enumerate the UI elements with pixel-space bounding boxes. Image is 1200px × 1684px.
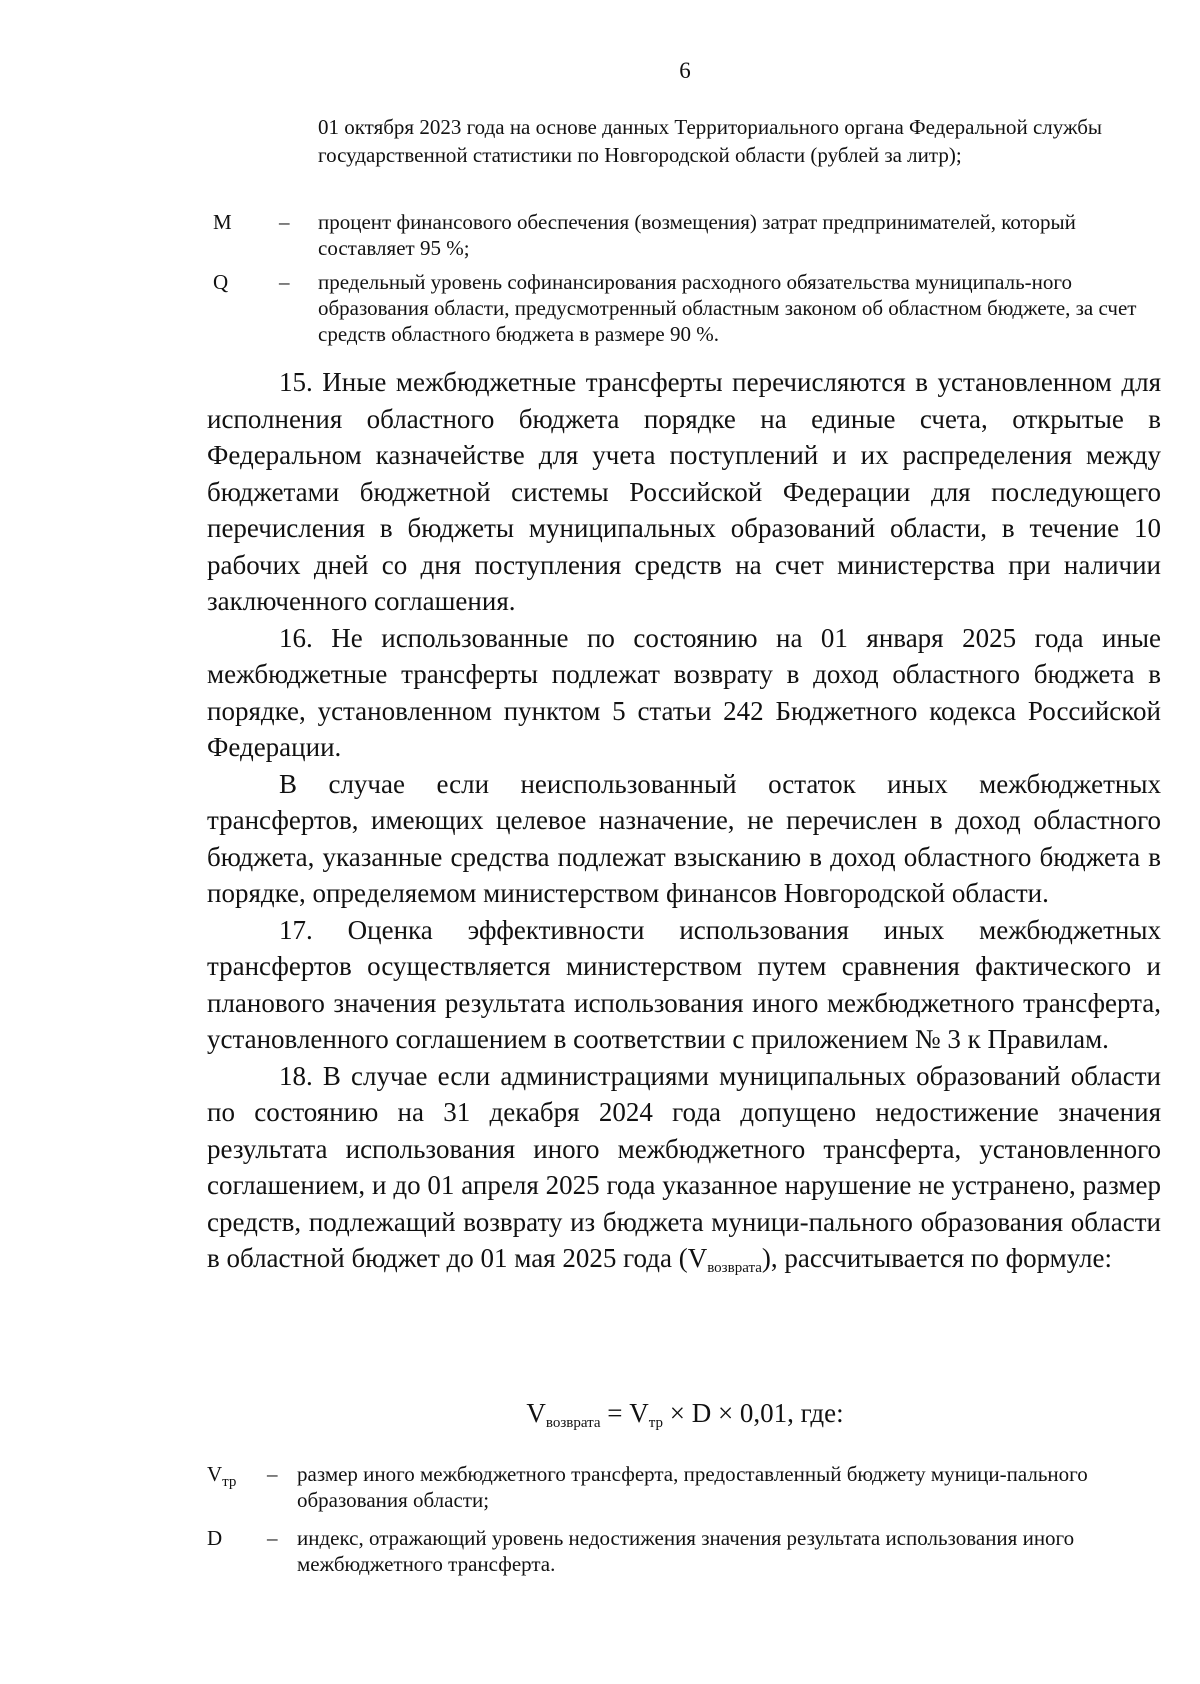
definition-dash: – [279,210,290,234]
body-text [207,364,1161,1277]
formula-v-sub: возврата [545,1415,601,1431]
paragraph-16: 16. Не использованные по состоянию на 01 января 2025 года иные межбюджетные трансферты подлежат возврату в доход областного бюджета в порядке, установленном пунктом 5 статьи 242 Бюджетного кодекса Российской Федерации. [207,622,1161,762]
definition-symbol [207,1461,237,1490]
paragraph-18-tail-close: ), рассчитывается по формуле: [761,1243,1113,1273]
definition-symbol-letter: V [207,1462,223,1486]
formula-eq: = V [600,1398,649,1428]
definition-symbol: Q [213,270,229,294]
definition-symbol-sub: тр [222,1474,237,1490]
paragraph-18-text: 18. В случае если администрациями муниципальных образований области по состоянию на 31 декабря 2024 года допущено недостижение значения результата использования иного межбюджетного трансферта, установленного соглашением, и до 01 апреля 2025 года указанное нарушение не устранено, размер средств, подлежащий возврату из бюджета муници-пального образования области в областной бюджет до 01 мая 2025 года [207,1060,1161,1273]
formula-v: V [526,1398,546,1428]
page-number: 6 [679,58,691,83]
formula-tr-sub: тр [648,1415,663,1431]
definition-text: индекс, отражающий уровень недостижения значения результата использования иного межбюджетного трансферта. [297,1526,1075,1576]
definition-dash: – [267,1462,278,1486]
definition-dash: – [279,270,290,294]
definition-symbol: D [207,1526,223,1550]
definition-symbol: M [213,210,232,234]
definition-text: процент финансового обеспечения (возмещения) затрат предпринимателей, который составляет 95 %; [318,210,1076,260]
paragraph-18 [207,1058,1161,1277]
paragraph-16-continued: В случае если неиспользованный остаток иных межбюджетных трансфертов, имеющих целевое назначение, не перечислен в доход областного бюджета, указанные средства подлежат взысканию в доход областного бюджета в порядке, определяемом министерством финансов Новгородской области. [207,768,1161,908]
paragraph-18-tail-sub: возврата [707,1260,762,1276]
definition-text: предельный уровень софинансирования расходного обязательства муниципаль-ного образования области, предусмотренный областным законом об областном бюджете, за счет средств областного бюджета в размере 90 %. [318,270,1137,346]
paragraph-17: 17. Оценка эффективности использования иных межбюджетных трансфертов осуществляется министерством путем сравнения фактического и планового значения результата использования иного межбюджетного трансферта, установленного соглашением в соответствии с приложением № 3 к Правилам. [207,914,1161,1054]
paragraph-15: 15. Иные межбюджетные трансферты перечисляются в установленном для исполнения областного бюджета порядке на единые счета, открытые в Федеральном казначействе для учета поступлений и их распределения между бюджетами бюджетной системы Российской Федерации для последующего перечисления в бюджеты муниципальных образований области, в течение 10 рабочих дней со дня поступления средств на счет министерства при наличии заключенного соглашения. [207,367,1161,616]
formula-rest: × D × 0,01, где: [662,1398,844,1428]
definition-text: размер иного межбюджетного трансферта, предоставленный бюджету муници-пального образования области; [297,1462,1088,1512]
definition-dash: – [267,1526,278,1550]
formula [0,1395,1200,1431]
paragraph-18-tail-open: (V [678,1243,708,1273]
continuation-text: 01 октября 2023 года на основе данных Территориального органа Федеральной службы государственной статистики по Новгородской области (рублей за литр); [318,115,1103,167]
